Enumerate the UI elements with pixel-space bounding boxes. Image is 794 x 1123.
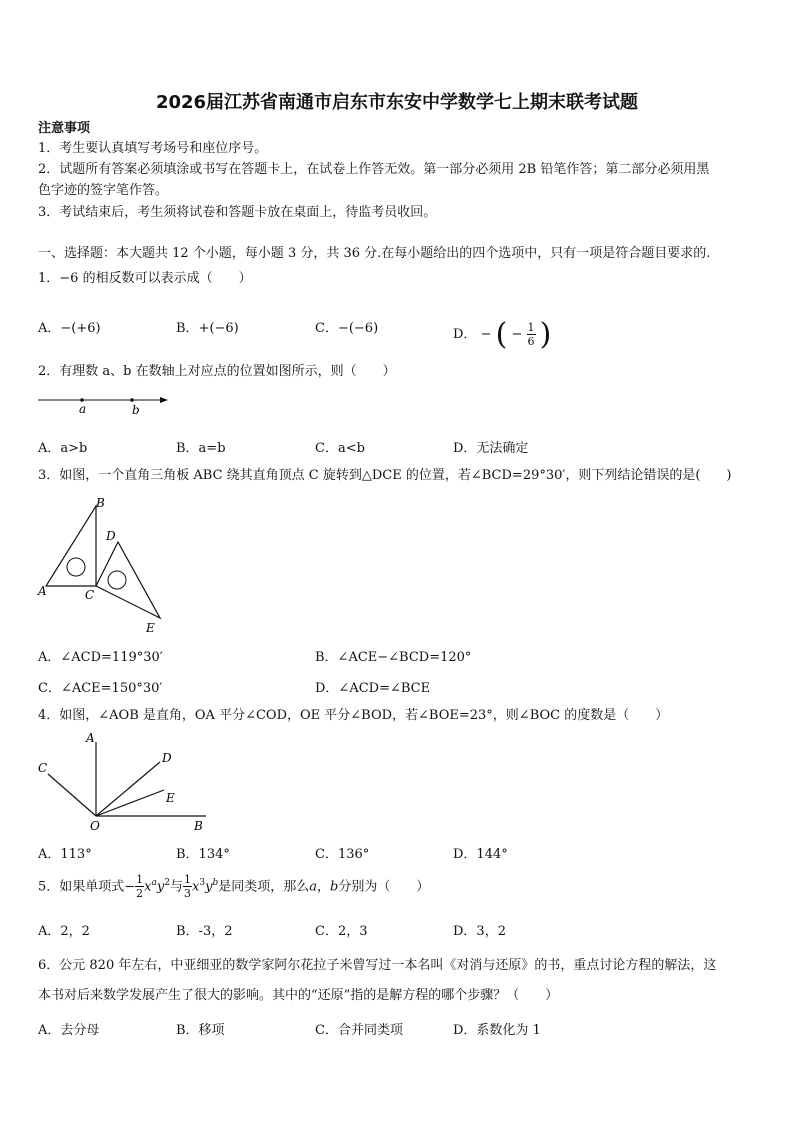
q1-option-a[interactable]: A．−(+6) <box>38 321 101 336</box>
q6-option-d[interactable]: D．系数化为 1 <box>453 1023 541 1038</box>
q1-d-inner-sign: − <box>511 327 523 342</box>
point-b <box>130 398 134 402</box>
right-paren: ) <box>539 317 552 352</box>
question-5-stem <box>38 873 429 900</box>
q4-option-a[interactable]: A．113° <box>38 847 92 862</box>
q6-option-c[interactable]: C．合并同类项 <box>315 1023 403 1038</box>
question-6-stem-line-2: 本书对后来数学发展产生了很大的影响。其中的“还原”指的是解方程的哪个步骤？（ ） <box>38 988 559 1003</box>
q5-option-d[interactable]: D．3，2 <box>453 924 506 939</box>
notice-item: 2．试题所有答案必须填涂或书写在答题卡上，在试卷上作答无效。第一部分必须用 2B 铅笔作答；第二部分必须用黑 <box>38 162 710 177</box>
arrow-head <box>160 397 168 403</box>
fraction-numerator: 1 <box>527 321 535 334</box>
question-6-stem-line-1: 6．公元 820 年左右，中亚细亚的数学家阿尔花拉子米曾写过一本名叫《对消与还原》的书，重点讨论方程的解法，这 <box>38 958 717 973</box>
triangle-hole <box>108 571 126 589</box>
question-3-stem: 3．如图，一个直角三角板 ABC 绕其直角顶点 C 旋转到△DCE 的位置，若∠BCD=29°30′，则下列结论错误的是( ) <box>38 468 732 483</box>
q2-option-b[interactable]: B．a=b <box>176 441 226 456</box>
fraction-denominator: 6 <box>527 335 535 348</box>
q2-option-a[interactable]: A．a>b <box>38 441 88 456</box>
fraction-numerator: 1 <box>136 873 144 887</box>
q5-exp-a: a <box>151 878 157 888</box>
label-A: A <box>86 731 95 745</box>
q5-comma: ， <box>316 879 330 895</box>
q5-option-c[interactable]: C．2，3 <box>315 924 368 939</box>
fraction-denominator: 2 <box>136 887 144 901</box>
q5-option-b[interactable]: B．-3，2 <box>176 924 233 939</box>
q5-var-x: x <box>192 879 200 895</box>
q4-option-b[interactable]: B．134° <box>176 847 230 862</box>
label-E: E <box>166 791 175 805</box>
number-line-figure <box>36 390 172 418</box>
q2-option-d[interactable]: D．无法确定 <box>453 441 529 456</box>
left-paren: ( <box>495 317 508 352</box>
notice-item: 1．考生要认真填写考场号和座位序号。 <box>38 141 268 156</box>
q1-option-d-label: D． <box>453 327 477 342</box>
q4-option-c[interactable]: C．136° <box>315 847 370 862</box>
question-2-stem: 2．有理数 a、b 在数轴上对应点的位置如图所示，则（ ） <box>38 364 396 379</box>
label-a: a <box>79 402 87 416</box>
label-b: b <box>132 403 140 417</box>
q5-fraction-2 <box>183 873 192 900</box>
section-heading: 一、选择题：本大题共 12 个小题，每小题 3 分，共 36 分.在每小题给出的四个选项中，只有一项是符合题目要求的. <box>38 246 711 261</box>
label-B: B <box>194 819 203 833</box>
label-O: O <box>90 819 100 833</box>
label-E: E <box>146 621 155 634</box>
question-4-stem: 4．如图，∠AOB 是直角，OA 平分∠COD，OE 平分∠BOD，若∠BOE=23°，则∠BOC 的度数是（ ） <box>38 708 669 723</box>
q5-exp-2: 2 <box>164 878 170 888</box>
ray-od <box>96 762 160 816</box>
q5-and: 与 <box>169 879 183 895</box>
q6-option-b[interactable]: B．移项 <box>176 1023 225 1038</box>
label-C: C <box>38 761 48 775</box>
fraction-denominator: 3 <box>184 887 191 901</box>
fraction-numerator: 1 <box>184 873 191 887</box>
notice-item: 3．考试结束后，考生须将试卷和答题卡放在桌面上，待监考员收回。 <box>38 205 437 220</box>
notice-item: 色字迹的签字笔作答。 <box>38 183 169 198</box>
q5-end: 分别为（ ） <box>338 879 430 895</box>
q1-d-fraction <box>527 321 536 348</box>
q5-exp-b: b <box>212 878 219 888</box>
page-title: 2026届江苏省南通市启东市东安中学数学七上期末联考试题 <box>155 92 639 113</box>
q3-option-c[interactable]: C．∠ACE=150°30′ <box>38 681 163 696</box>
q5-var-y: y <box>205 879 213 895</box>
q5-option-a[interactable]: A．2，2 <box>38 924 90 939</box>
notice-heading: 注意事项 <box>38 121 91 136</box>
label-C: C <box>85 588 95 602</box>
label-B: B <box>96 496 105 510</box>
q5-prefix: 5．如果单项式− <box>38 879 136 895</box>
angle-figure <box>36 728 212 836</box>
q3-option-b[interactable]: B．∠ACE−∠BCD=120° <box>315 650 472 665</box>
q5-suffix: 是同类项，那么 <box>218 879 310 895</box>
triangle-rotation-figure <box>36 494 166 634</box>
q5-var-a: a <box>309 879 317 895</box>
label-D: D <box>162 751 172 765</box>
q1-d-sign: − <box>480 327 492 342</box>
ray-oc <box>48 774 96 816</box>
q3-option-d[interactable]: D．∠ACD=∠BCE <box>315 681 431 696</box>
ray-oe <box>96 790 164 816</box>
q5-exp-3: 3 <box>199 878 206 888</box>
q1-option-c[interactable]: C．−(−6) <box>315 321 379 336</box>
question-1-stem: 1．−6 的相反数可以表示成（ ） <box>38 271 252 286</box>
q4-option-d[interactable]: D．144° <box>453 847 508 862</box>
q1-option-d[interactable] <box>453 317 551 352</box>
triangle-hole <box>67 558 85 576</box>
label-D: D <box>106 529 116 543</box>
q5-fraction-1 <box>135 873 144 900</box>
triangle-dce <box>96 542 160 618</box>
q5-var-y: y <box>156 879 165 895</box>
q2-option-c[interactable]: C．a<b <box>315 441 365 456</box>
q5-var-b: b <box>330 879 339 895</box>
q5-var-x: x <box>144 879 152 895</box>
q6-option-a[interactable]: A．去分母 <box>38 1023 100 1038</box>
label-A: A <box>38 584 47 598</box>
q3-option-a[interactable]: A．∠ACD=119°30′ <box>38 650 163 665</box>
q1-option-b[interactable]: B．+(−6) <box>176 321 239 336</box>
